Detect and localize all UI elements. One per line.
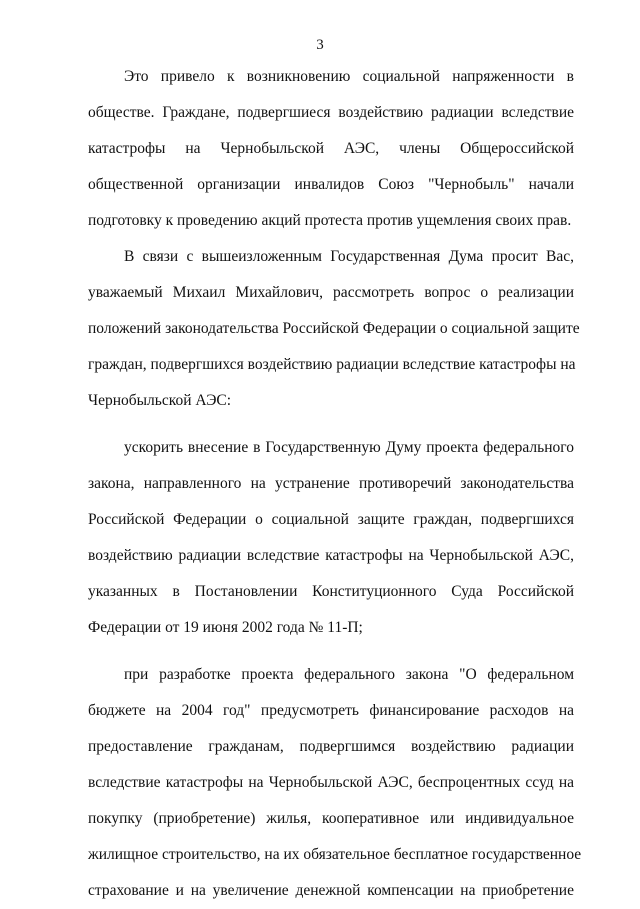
- text-line: Это привело к возникновению социальной напряженности в: [124, 68, 574, 85]
- text-line: общественной организации инвалидов Союз "Чернобыль" начали: [88, 176, 574, 193]
- text-line: катастрофы на Чернобыльской АЭС, члены Общероссийской: [88, 140, 574, 157]
- text-line: Российской Федерации о социальной защите граждан, подвергшихся: [88, 511, 574, 528]
- text-line: бюджете на 2004 год" предусмотреть финансирование расходов на: [88, 702, 574, 719]
- text-line: граждан, подвергшихся воздействию радиации вследствие катастрофы на: [88, 356, 576, 373]
- text-line: уважаемый Михаил Михайлович, рассмотреть вопрос о реализации: [88, 284, 574, 301]
- paragraph-social-tension: [88, 59, 574, 239]
- page-number: 3: [316, 37, 324, 53]
- paragraph-duma-request: [88, 239, 580, 419]
- text-line: ускорить внесение в Государственную Думу проекта федерального: [124, 439, 574, 456]
- text-line: вследствие катастрофы на Чернобыльской АЭС, беспроцентных ссуд на: [88, 774, 574, 791]
- text-line: Чернобыльской АЭС:: [88, 392, 232, 409]
- document-body: [88, 59, 582, 909]
- text-line: подготовку к проведению акций протеста против ущемления своих прав.: [88, 212, 572, 229]
- text-line: страхование и на увеличение денежной компенсации на приобретение: [88, 882, 574, 899]
- text-line: покупку (приобретение) жилья, кооперативное или индивидуальное: [88, 810, 574, 827]
- paragraph-federal-law-draft: [88, 430, 574, 646]
- text-line: В связи с вышеизложенным Государственная Дума просит Вас,: [124, 248, 574, 265]
- text-line: воздействию радиации вследствие катастрофы на Чернобыльской АЭС,: [88, 547, 574, 564]
- text-line: закона, направленного на устранение противоречий законодательства: [88, 475, 574, 492]
- text-line: обществе. Граждане, подвергшиеся воздействию радиации вследствие: [88, 104, 574, 121]
- text-line: жилищное строительство, на их обязательное бесплатное государственное: [88, 846, 582, 863]
- text-line: указанных в Постановлении Конституционного Суда Российской: [88, 583, 574, 600]
- text-line: предоставление гражданам, подвергшимся воздействию радиации: [88, 738, 574, 755]
- text-line: при разработке проекта федерального закона "О федеральном: [124, 666, 574, 683]
- paragraph-budget-2004: [88, 657, 582, 909]
- text-line: Федерации от 19 июня 2002 года № 11-П;: [88, 619, 363, 636]
- text-line: положений законодательства Российской Федерации о социальной защите: [88, 320, 580, 337]
